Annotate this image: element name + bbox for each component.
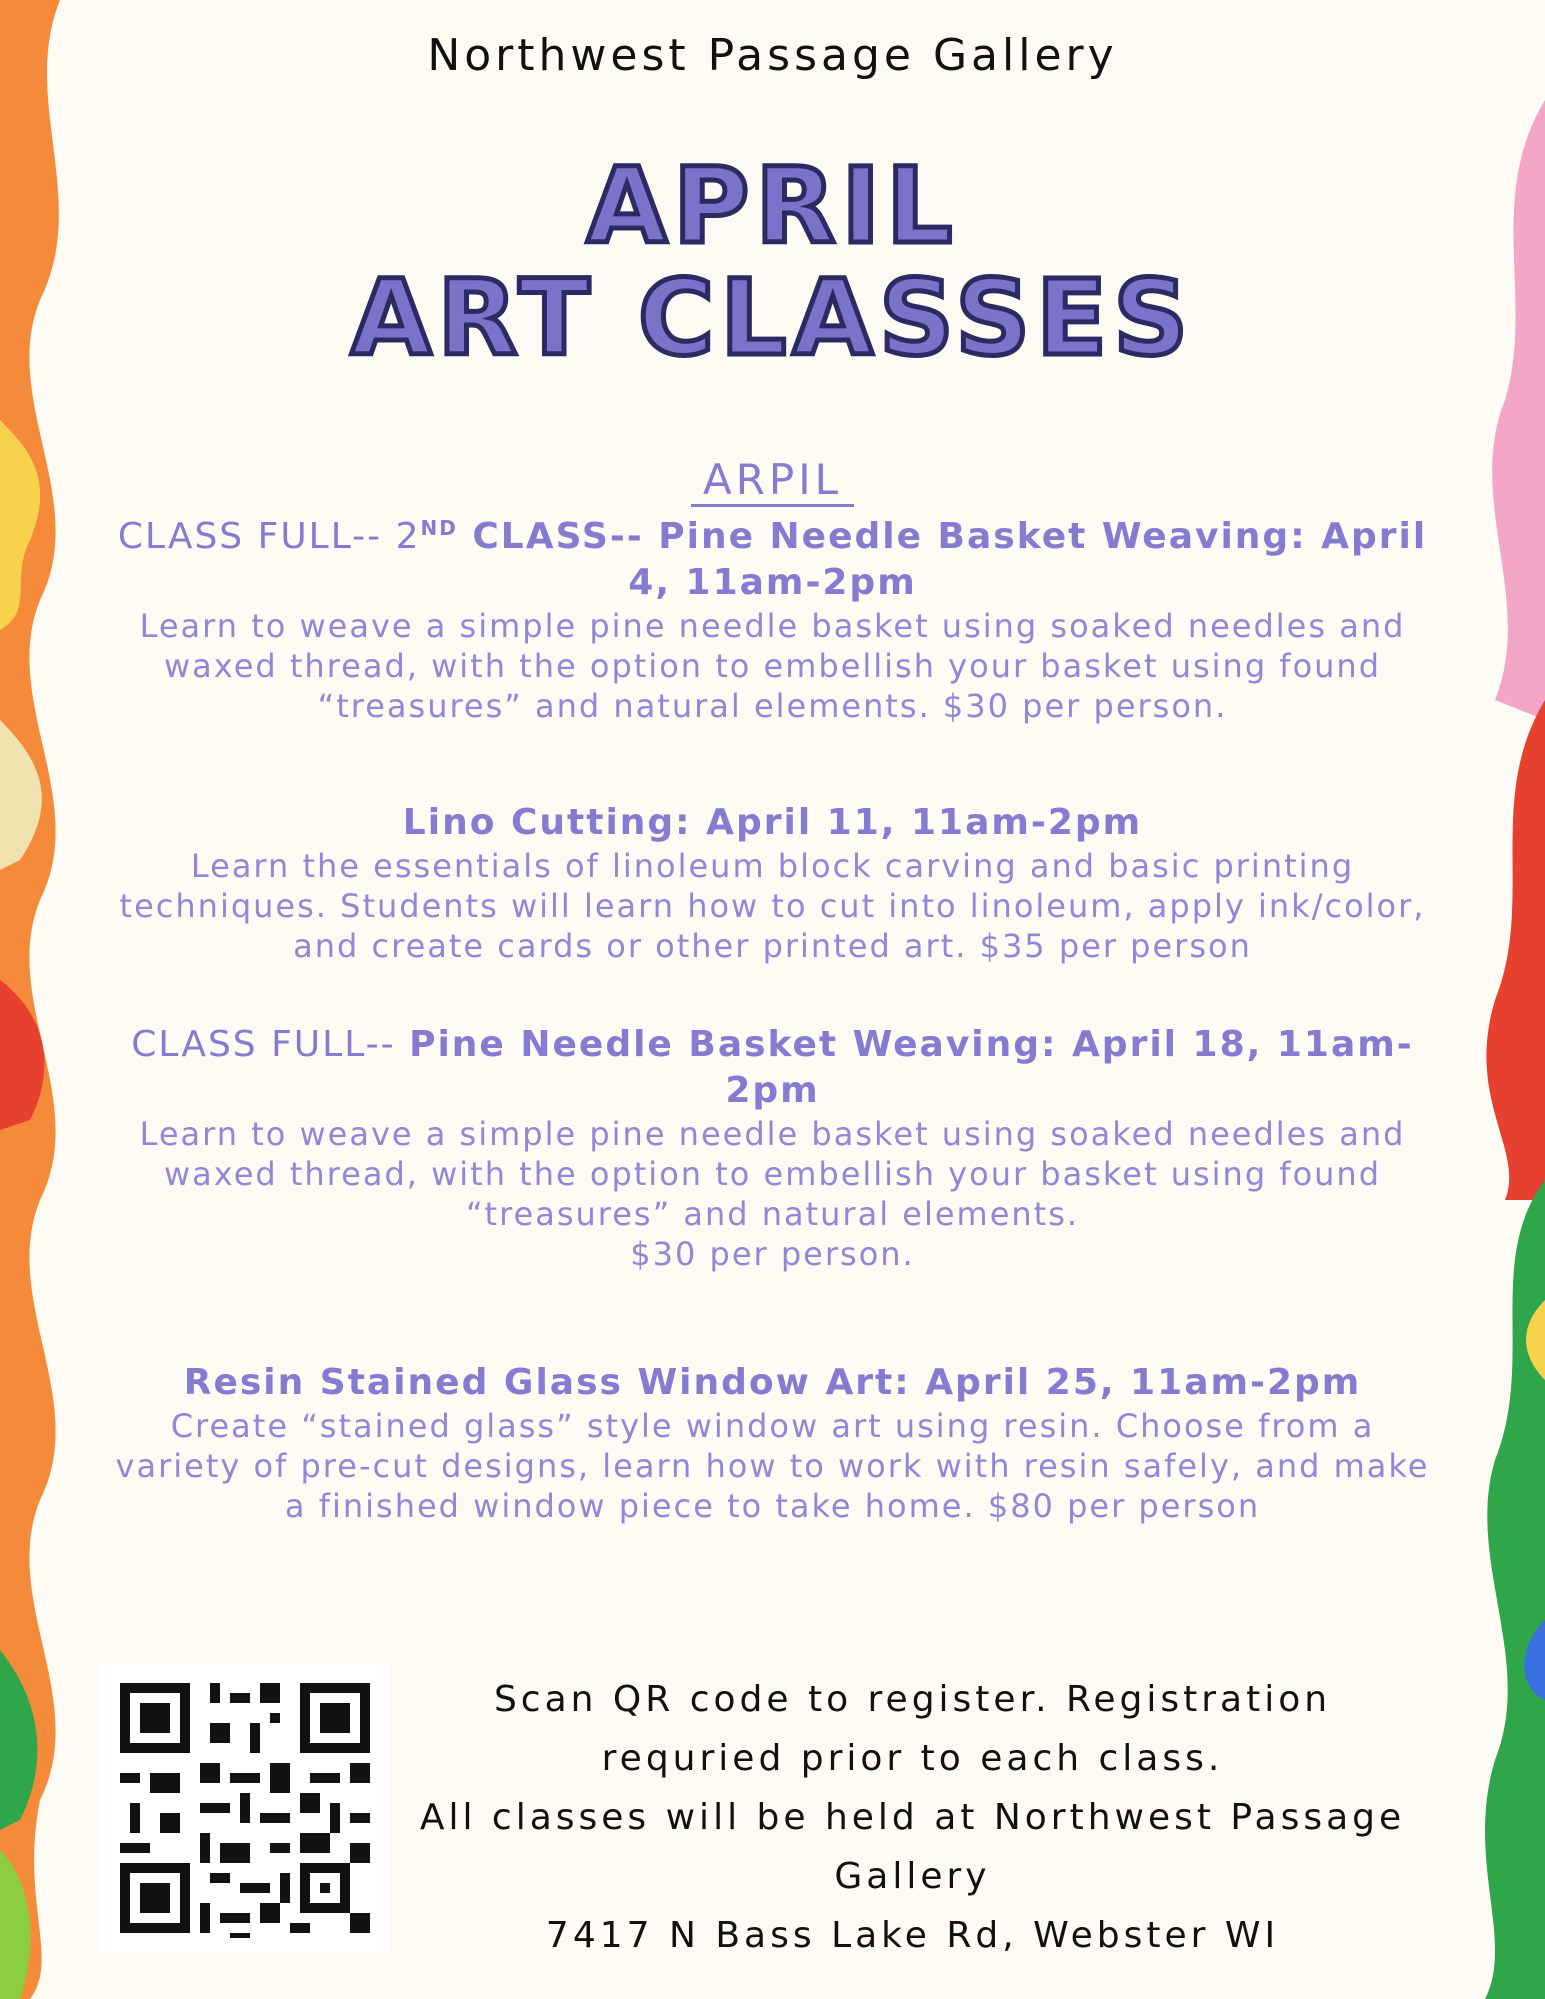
registration-instructions: Scan QR code to register. Registration requried prior to each class. [493,1679,1332,1779]
main-title [110,145,1435,379]
month-label [110,455,1435,504]
gallery-name: Northwest Passage Gallery [427,30,1118,81]
class-description: Learn to weave a simple pine needle basket using soaked needles and waxed thread, with the option to embellish your basket using found “treasures” and natural elements. [139,1115,1406,1233]
location-note: All classes will be held at Northwest Passage Gallery [419,1797,1406,1897]
class-title-text: Pine Needle Basket Weaving: April 18, 11am-2pm [409,1024,1414,1111]
class-title [110,1022,1435,1114]
class-price: $30 per person. [630,1235,915,1273]
class-description: Learn to weave a simple pine needle basket using soaked needles and waxed thread, with the option to embellish your basket using found “treasures” and natural elements. $30 per person. [139,607,1406,725]
month-label-text: ARPIL [691,455,854,507]
class-description: Learn the essentials of linoleum block carving and basic printing techniques. Students will learn how to cut into linoleum, apply ink/color, and create cards or other printed art. $35 per person [119,847,1426,965]
class-title-text: CLASS-- Pine Needle Basket Weaving: April 4, 11am-2pm [457,516,1428,603]
class-item [110,1022,1435,1274]
class-item [110,505,1435,726]
qr-code-icon[interactable] [100,1663,390,1953]
class-description: Create “stained glass” style window art using resin. Choose from a variety of pre-cut designs, learn how to work with resin safely, and make a finished window piece to take home. $80 per person [115,1407,1430,1525]
class-title: Resin Stained Glass Window Art: April 25, 11am-2pm [183,1362,1362,1403]
class-item [110,1360,1435,1526]
qr-code-graphic [100,1663,390,1953]
class-item [110,800,1435,966]
right-decorative-border [1425,0,1545,1999]
class-title: Lino Cutting: April 11, 11am-2pm [402,802,1143,843]
class-status: CLASS FULL-- 2 [117,516,421,557]
address: 7417 N Bass Lake Rd, Webster WI [545,1915,1280,1956]
class-status-superscript: ND [420,516,458,540]
title-line-2: ART CLASSES [350,257,1195,379]
title-line-1: APRIL [586,145,959,267]
registration-info [410,1670,1415,1965]
class-title [110,505,1435,606]
class-status: CLASS FULL-- [131,1024,410,1065]
